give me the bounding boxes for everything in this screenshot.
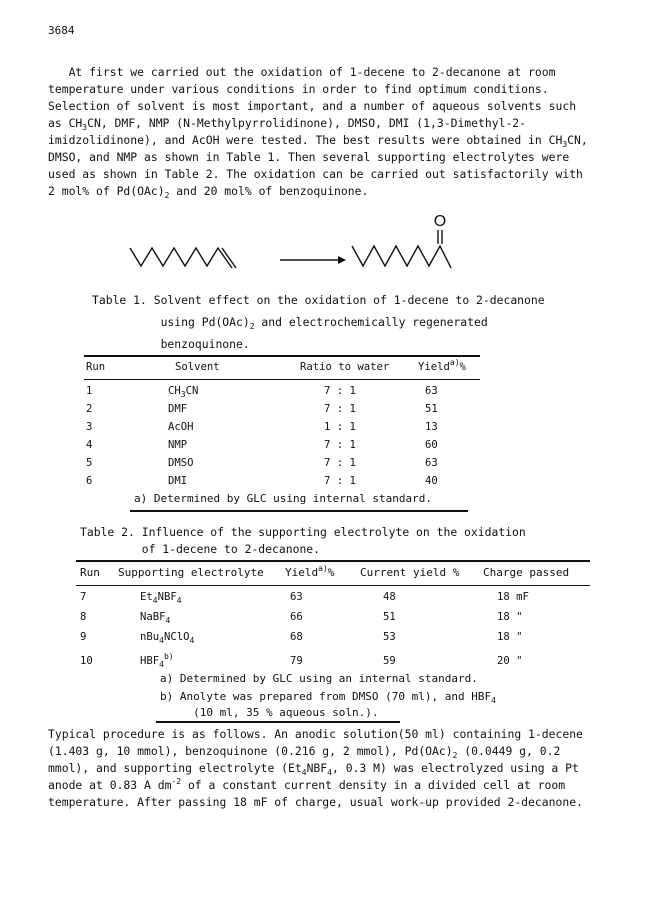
intro-line: 2 mol% of $Pd(OAc)_2$ and 20 mol% of benzoquinone.	[48, 184, 369, 200]
table1-solvent: NMP	[168, 439, 188, 451]
table1-yield: 51	[425, 403, 438, 415]
table2-run: 9	[80, 631, 87, 643]
table1-ratio: 1 : 1	[324, 421, 356, 433]
table1-caption: benzoquinone.	[92, 337, 250, 351]
table2-current-yield: 48	[383, 591, 396, 603]
table1-yield: 60	[425, 439, 438, 451]
procedure-line: (1.403 g, 10 mmol), benzoquinone (0.216 g, 2 mmol), $Pd(OAc)_2$ (0.0449 g, 0.2	[48, 744, 561, 760]
table2-current-yield: 53	[383, 631, 396, 643]
page-number: 3684	[48, 24, 75, 37]
table1-solvent: DMF	[168, 403, 188, 415]
table1-caption: using $Pd(OAc)_2$ and electrochemically regenerated	[92, 315, 488, 331]
table1-yield: 40	[425, 475, 438, 487]
intro-line: At first we carried out the oxidation of 1-decene to 2-decanone at room	[48, 65, 556, 79]
table2-header-rule	[76, 585, 590, 586]
table1-solvent: AcOH	[168, 421, 194, 433]
table1-run: 1	[86, 385, 93, 397]
table2-electrolyte: $Et_4NBF_4$	[140, 591, 182, 605]
table2-yield: 79	[290, 655, 303, 667]
intro-line: Selection of solvent is most important, and a number of aqueous solvents such	[48, 99, 577, 113]
table1-header: Run	[86, 361, 106, 373]
decene-structure	[130, 248, 232, 268]
table2-current-yield: 59	[383, 655, 396, 667]
table2-charge: 20 "	[497, 655, 523, 667]
table2-header: Yield$^{a)}$%	[285, 564, 335, 579]
procedure-line: temperature. After passing 18 mF of charge, usual work-up provided 2-decanone.	[48, 795, 583, 809]
table2-charge: 18 "	[497, 611, 523, 623]
table2-charge: 18 "	[497, 631, 523, 643]
table2-run: 8	[80, 611, 87, 623]
table1-run: 5	[86, 457, 93, 469]
arrow-head	[338, 256, 346, 264]
table2-top-rule	[76, 560, 590, 562]
table1-ratio: 7 : 1	[324, 403, 356, 415]
intro-line: imidzolidinone), and AcOH were tested. The best results were obtained in $CH_3CN$,	[48, 133, 588, 149]
table2-current-yield: 51	[383, 611, 396, 623]
table1-caption: Table 1. Solvent effect on the oxidation of 1-decene to 2-decanone	[92, 293, 545, 307]
table2-caption: of 1-decene to 2-decanone.	[80, 542, 321, 556]
reaction-scheme	[120, 210, 520, 280]
table2-header: Supporting electrolyte	[118, 566, 264, 579]
table1-yield: 63	[425, 385, 438, 397]
table1-ratio: 7 : 1	[324, 439, 356, 451]
table2-yield: 66	[290, 611, 303, 623]
table1-top-rule	[84, 355, 480, 357]
intro-line: as $CH_3CN$, DMF, NMP (N-Methylpyrrolidinone), DMSO, DMI (1,3-Dimethyl-2-	[48, 116, 527, 132]
table2-electrolyte: NaBF$_4$	[140, 611, 171, 625]
table2-footnote: b) Anolyte was prepared from DMSO (70 ml), and $HBF_4$	[160, 690, 496, 705]
table1-solvent: DMI	[168, 475, 188, 487]
table1-run: 3	[86, 421, 93, 433]
table2-yield: 63	[290, 591, 303, 603]
table2-header: Current yield %	[360, 566, 460, 579]
table2-caption: Table 2. Influence of the supporting electrolyte on the oxidation	[80, 525, 526, 539]
table1-solvent: $CH_3CN$	[168, 385, 199, 399]
intro-line: temperature under various conditions in order to find optimum conditions.	[48, 82, 549, 96]
procedure-line: mmol), and supporting electrolyte ($Et_4NBF_4$, 0.3 M) was electrolyzed using a Pt	[48, 761, 579, 777]
table1-run: 6	[86, 475, 93, 487]
table2-charge: 18 mF	[497, 591, 529, 603]
table2-electrolyte: $HBF_4^{b)}$	[140, 652, 174, 669]
table2-bottom-rule	[156, 721, 400, 723]
table1-bottom-rule	[130, 510, 468, 512]
table1-ratio: 7 : 1	[324, 475, 356, 487]
procedure-line: Typical procedure is as follows. An anodic solution(50 ml) containing 1-decene	[48, 727, 583, 741]
table1-solvent: DMSO	[168, 457, 194, 469]
table1-header: Yield$^{a)}$%	[418, 358, 466, 373]
table1-header: Ratio to water	[300, 361, 390, 373]
table1-ratio: 7 : 1	[324, 457, 356, 469]
table2-run: 7	[80, 591, 87, 603]
table2-yield: 68	[290, 631, 303, 643]
intro-line: DMSO, and NMP as shown in Table 1. Then several supporting electrolytes were	[48, 150, 570, 164]
table1-ratio: 7 : 1	[324, 385, 356, 397]
table2-run: 10	[80, 655, 93, 667]
table2-header: Run	[80, 566, 100, 579]
decanone-structure	[352, 246, 451, 268]
table1-header-rule	[84, 379, 480, 380]
table2-electrolyte: nBu$_4$NClO$_4$	[140, 631, 195, 645]
intro-line: used as shown in Table 2. The oxidation can be carried out satisfactorily with	[48, 167, 583, 181]
table2-footnote: a) Determined by GLC using an internal standard.	[160, 672, 478, 685]
procedure-line: anode at 0.83 A $dm^{-2}$ of a constant current density in a divided cell at room	[48, 777, 566, 792]
carbonyl-oxygen: O	[433, 213, 447, 230]
table1-run: 2	[86, 403, 93, 415]
table2-header: Charge passed	[483, 566, 570, 579]
table1-yield: 63	[425, 457, 438, 469]
table1-run: 4	[86, 439, 93, 451]
table1-yield: 13	[425, 421, 438, 433]
table2-footnote: (10 ml, 35 % aqueous soln.).	[160, 706, 379, 719]
decene-double-bond	[222, 248, 236, 268]
table1-header: Solvent	[175, 361, 220, 373]
table1-footnote: a) Determined by GLC using internal standard.	[134, 492, 433, 505]
